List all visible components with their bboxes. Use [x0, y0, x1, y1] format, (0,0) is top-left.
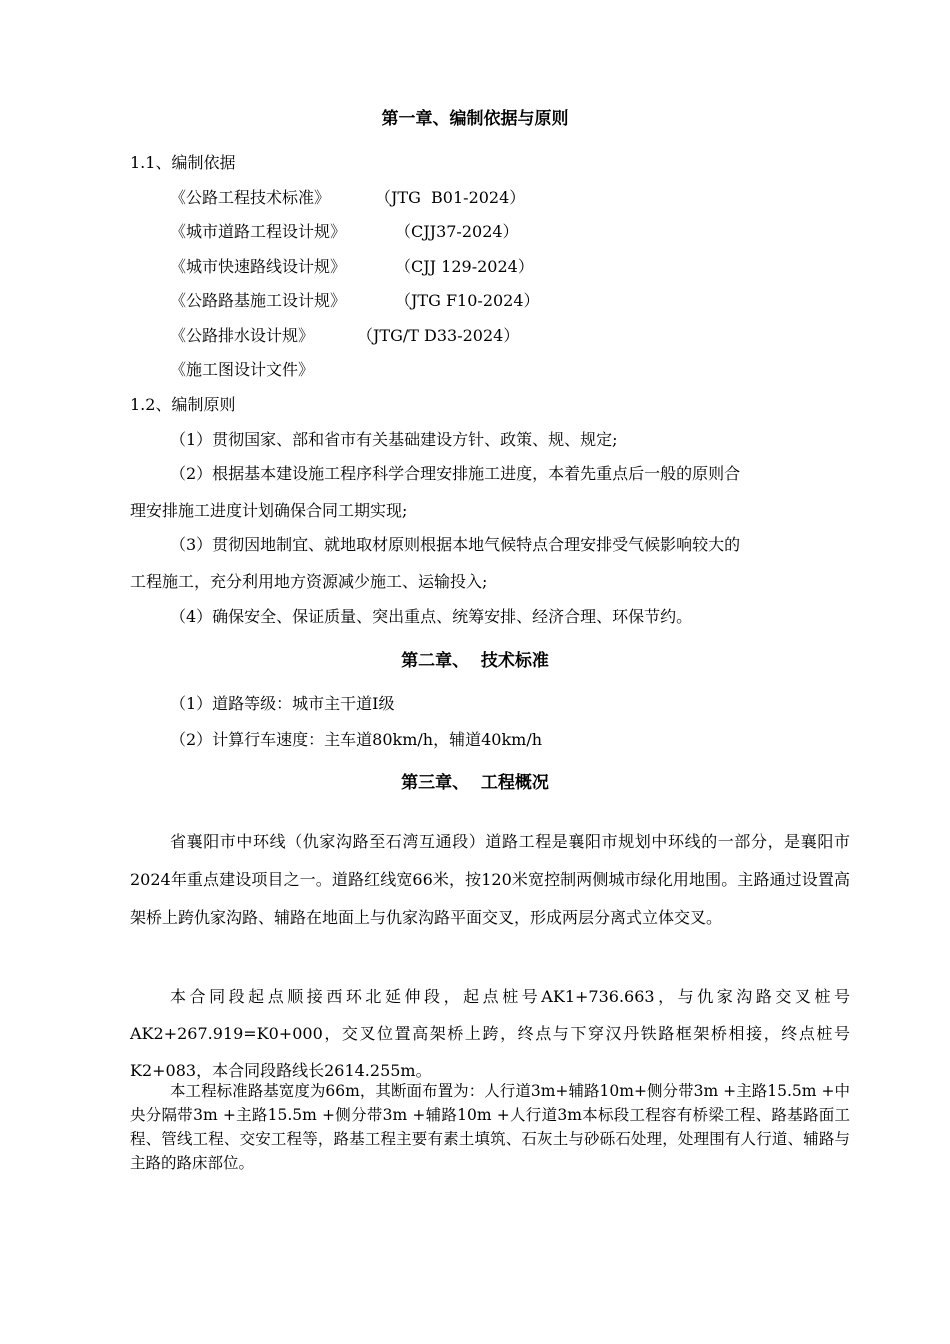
reference-name: 《施工图设计文件》 — [170, 360, 315, 379]
reference-name: 《公路工程技术标准》 — [170, 188, 331, 207]
reference-name: 《公路路基施工设计规》 — [170, 291, 347, 310]
chapter-3-title: 第三章、 工程概况 — [401, 773, 549, 793]
principle-4: （4）确保安全、保证质量、突出重点、统筹安排、经济合理、环保节约。 — [170, 607, 693, 626]
reference-name: 《公路排水设计规》 — [170, 326, 315, 345]
principle-1: （1）贯彻国家、部和省市有关基础建设方针、政策、规、规定; — [170, 430, 618, 449]
overview-paragraph-2-text: 本合同段起点顺接西环北延伸段，起点桩号AK1+736.663，与仇家沟路交叉桩号AK2+267.919=K0+000，交叉位置高架桥上跨，终点与下穿汉丹铁路框架桥相接，终点桩号K2+083，本合同段路线长2614.255m。 — [130, 987, 850, 1080]
principle-3-continued: 工程施工，充分利用地方资源减少施工、运输投入; — [130, 572, 488, 591]
overview-paragraph-2 — [130, 978, 850, 1089]
reference-code: （JTG B01-2024） — [375, 188, 526, 207]
standard-item: （1）道路等级：城市主干道Ⅰ级 — [170, 694, 395, 713]
overview-paragraph-3-text: 本工程标准路基宽度为66m，其断面布置为：人行道3m+辅路10m+侧分带3m +主路15.5m +中央分隔带3m +主路15.5m +侧分带3m +辅路10m +人行道3m本标段工程容有桥梁工程、路基路面工程、管线工程、交安工程等，路基工程主要有素土填筑、石灰土与砂砾石处理，处理围有人行道、辅路与主路的路床部位。 — [130, 1082, 850, 1172]
section-1-2-heading: 1.2、编制原则 — [130, 395, 236, 414]
reference-code: （JTG F10-2024） — [395, 291, 540, 310]
standard-item: （2）计算行车速度：主车道80km/h，辅道40km/h — [170, 730, 543, 749]
reference-code: （CJJ 129-2024） — [395, 257, 534, 276]
principle-3: （3）贯彻因地制宜、就地取材原则根据本地气候特点合理安排受气候影响较大的 — [170, 535, 741, 554]
overview-paragraph-1-text: 省襄阳市中环线（仇家沟路至石湾互通段）道路工程是襄阳市规划中环线的一部分，是襄阳市2024年重点建设项目之一。道路红线宽66米，按120米宽控制两侧城市绿化用地围。主路通过设置高架桥上跨仇家沟路、辅路在地面上与仇家沟路平面交叉，形成两层分离式立体交叉。 — [130, 832, 850, 927]
reference-code: （CJJ37-2024） — [395, 222, 519, 241]
chapter-2-title: 第二章、 技术标准 — [401, 651, 549, 671]
section-1-1-heading: 1.1、编制依据 — [130, 153, 236, 172]
reference-name: 《城市道路工程设计规》 — [170, 222, 347, 241]
principle-2: （2）根据基本建设施工程序科学合理安排施工进度，本着先重点后一般的原则合 — [170, 464, 741, 483]
overview-paragraph-1 — [130, 823, 850, 937]
chapter-1-title: 第一章、编制依据与原则 — [381, 109, 569, 129]
reference-code: （JTG/T D33-2024） — [357, 326, 520, 345]
overview-paragraph-3 — [130, 1079, 850, 1175]
reference-name: 《城市快速路线设计规》 — [170, 257, 347, 276]
principle-2-continued: 理安排施工进度计划确保合同工期实现; — [130, 501, 408, 520]
